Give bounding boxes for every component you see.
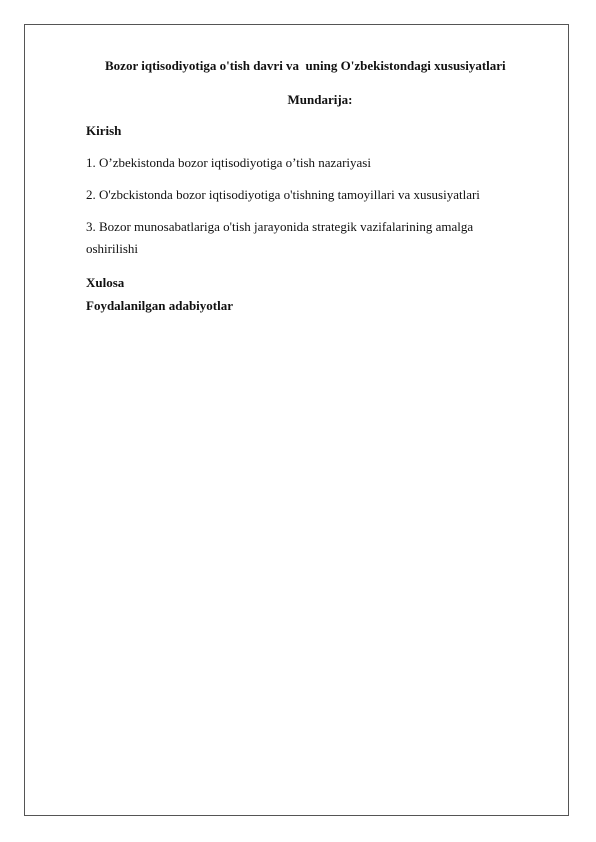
contents-heading: Mundarija: [287,92,353,107]
toc-item-3: 3. Bozor munosabatlariga o'tish jarayonida strategik vazifalarining amalga oshirilishi [86,219,474,256]
document-title: Bozor iqtisodiyotiga o'tish davri va uning O'zbekistondagi xususiyatlari [105,58,506,73]
toc-item-conclusion: Xulosa [86,275,125,290]
page-border [24,24,569,816]
toc-item-1: 1. O’zbekistonda bozor iqtisodiyotiga o’tish nazariyasi [86,155,371,170]
toc-item-intro: Kirish [86,123,122,138]
toc-item-references: Foydalanilgan adabiyotlar [86,298,233,313]
toc-item-2: 2. O'zbckistonda bozor iqtisodiyotiga o'tishning tamoyillari va xususiyatlari [86,187,480,202]
